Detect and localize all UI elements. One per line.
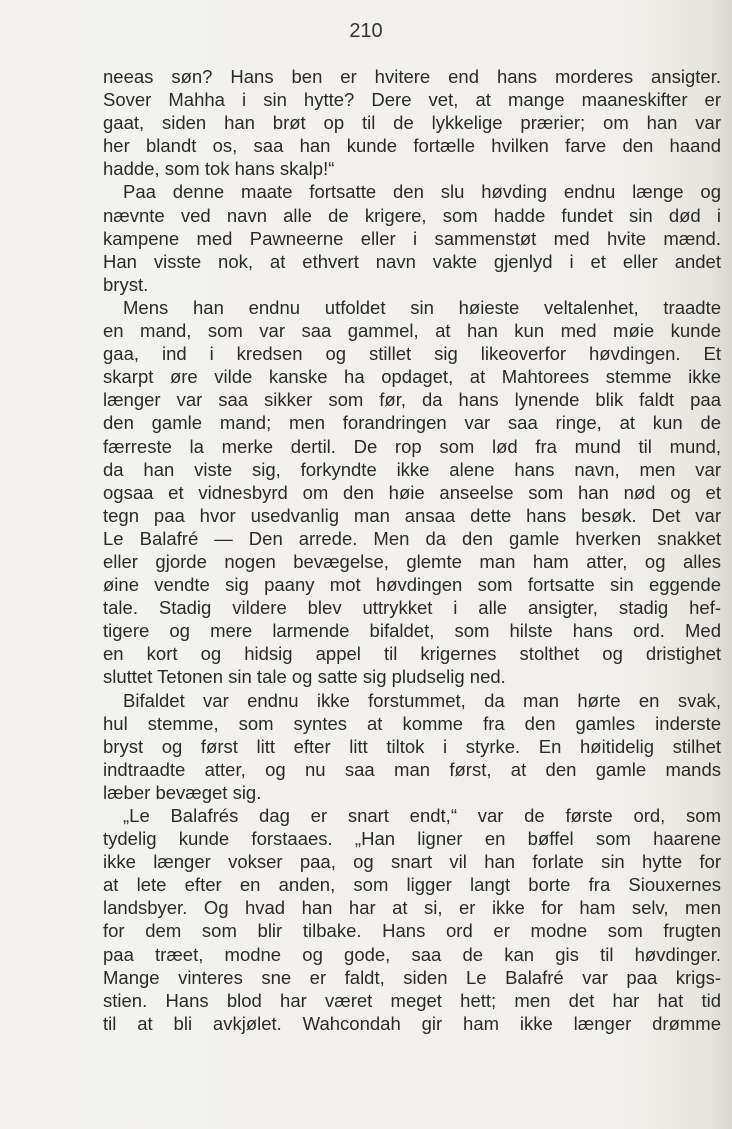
text-line: stien. Hans blod har været meget hett; men det har hat tid <box>103 989 721 1011</box>
text-line: bryst. <box>103 273 149 295</box>
text-line: Han visste nok, at ethvert navn vakte gjenlyd i et eller andet <box>103 250 721 272</box>
text-line: tydelig kunde forstaaes. „Han ligner en bøffel som haarene <box>103 828 721 850</box>
text-line: hul stemme, som syntes at komme fra den gamles inderste <box>103 712 721 734</box>
text-line: skarpt øre vilde kanske ha opdaget, at Mahtorees stemme ikke <box>103 366 721 388</box>
text-line: eller gjorde nogen bevægelse, glemte man ham atter, og alles <box>103 550 721 572</box>
text-line: kampene med Pawneerne eller i sammenstøt med hvite mænd. <box>103 227 721 249</box>
text-line: tegn paa hvor usedvanlig man ansaa dette hans besøk. Det var <box>103 504 721 526</box>
page-number: 210 <box>349 20 383 42</box>
text-line: da han viste sig, forkyndte ikke alene hans navn, men var <box>103 458 721 480</box>
text-line: landsbyer. Og hvad han har at si, er ikke for ham selv, men <box>103 897 721 919</box>
text-line: en mand, som var saa gammel, at han kun med møie kunde <box>103 320 721 342</box>
text-line: øine vendte sig paany mot høvdingen som fortsatte sin eggende <box>103 574 721 596</box>
text-line: for dem som blir tilbake. Hans ord er modne som frugten <box>103 920 721 942</box>
text-line: bryst og først litt efter litt tiltok i styrke. En høitidelig stilhet <box>103 735 721 757</box>
text-line: en kort og hidsig appel til krigernes stolthet og dristighet <box>103 643 721 665</box>
text-line: Mens han endnu utfoldet sin høieste veltalenhet, traadte <box>123 296 721 318</box>
text-line: længer var saa sikker som før, da hans lynende blik faldt paa <box>103 389 721 411</box>
text-line: Bifaldet var endnu ikke forstummet, da man hørte en svak, <box>123 689 721 711</box>
text-line: gaa, ind i kredsen og stillet sig likeoverfor høvdingen. Et <box>103 343 721 365</box>
text-line: gaat, siden han brøt op til de lykkelige prærier; om han var <box>103 112 721 134</box>
text-line: ikke længer vokser paa, og snart vil han forlate sin hytte for <box>103 851 721 873</box>
text-line: nævnte ved navn alle de krigere, som hadde fundet sin død i <box>103 204 721 226</box>
text-line: „Le Balafrés dag er snart endt,“ var de første ord, som <box>123 805 721 826</box>
text-line: tale. Stadig vildere blev uttrykket i alle ansigter, stadig hef- <box>103 597 721 619</box>
text-line: neeas søn? Hans ben er hvitere end hans morderes ansigter. <box>103 66 721 87</box>
text-line: den gamle mand; men forandringen var saa ringe, at kun de <box>103 412 721 434</box>
text-line: Paa denne maate fortsatte den slu høvding endnu længe og <box>123 181 721 203</box>
text-line: Sover Mahha i sin hytte? Dere vet, at mange maaneskifter er <box>103 89 721 111</box>
text-line: ogsaa et vidnesbyrd om den høie anseelse som han nød og et <box>103 481 721 503</box>
text-line: Le Balafré — Den arrede. Men da den gamle hverken snakket <box>103 527 721 549</box>
text-line: her blandt os, saa han kunde fortælle hvilken farve den haand <box>103 135 721 157</box>
text-line: sluttet Tetonen sin tale og satte sig pludselig ned. <box>103 666 506 688</box>
text-line: færreste la merke dertil. De rop som lød fra mund til mund, <box>103 435 721 457</box>
text-line: hadde, som tok hans skalp!“ <box>103 158 335 180</box>
text-line: at lete efter en anden, som ligger langt borte fra Siouxernes <box>103 874 721 896</box>
text-line: paa træet, modne og gode, saa de kan gis til høvdinger. <box>103 943 721 965</box>
text-line: til at bli avkjølet. Wahcondah gir ham ikke længer drømme <box>103 1012 721 1034</box>
text-line: tigere og mere larmende bifaldet, som hilste hans ord. Med <box>103 620 721 642</box>
body-text <box>103 65 721 1035</box>
text-line: Mange vinteres sne er faldt, siden Le Balafré var paa krigs- <box>103 966 721 988</box>
text-line: indtraadte atter, og nu saa man først, at den gamle mands <box>103 758 721 780</box>
text-line: læber bevæget sig. <box>103 781 262 803</box>
